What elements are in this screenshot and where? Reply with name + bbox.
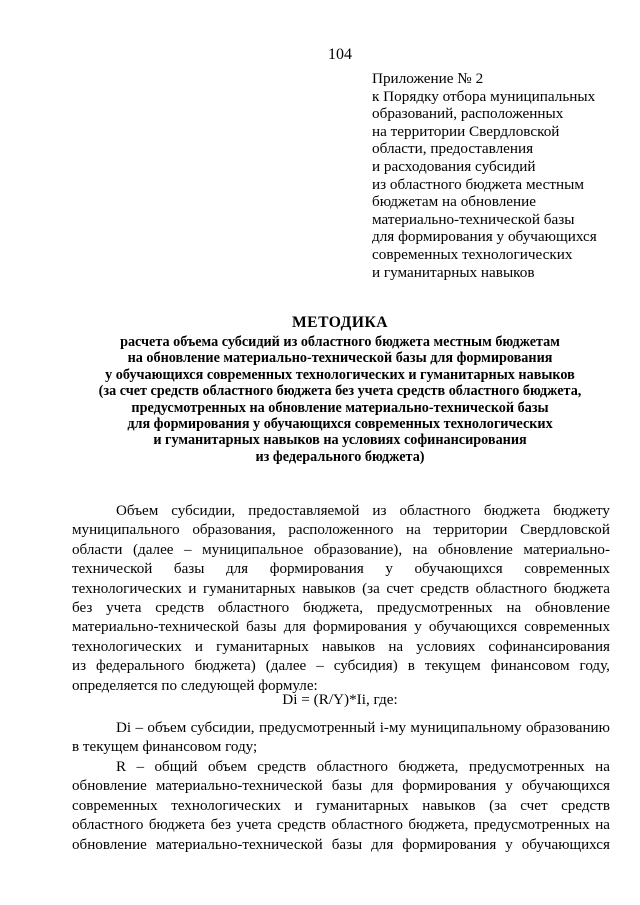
word: счет [386,580,414,597]
page-number: 104 [328,46,352,63]
text-line-last: определяется по следующей формуле: [72,677,318,694]
word: без [210,817,231,834]
word: муниципальное [202,541,304,558]
word: технологических [171,797,281,814]
document-title: МЕТОДИКА [291,314,389,331]
word: муниципального [72,522,180,539]
word: обучающихся [521,778,610,795]
subtitle-line: и гуманитарных навыков на условиях софинансирования [153,432,527,449]
word: базы [173,561,205,578]
word: счет [520,797,548,814]
text-line [72,618,610,637]
text-line [72,719,610,738]
subtitle-line: для формирования у обучающихся современных технологических [127,416,553,433]
word: объем [147,720,187,736]
word: предусмотренных [376,600,493,617]
word: на [595,817,610,834]
appendix-line: и гуманитарных навыков [372,263,535,281]
appendix-line: Приложение № 2 [372,70,484,87]
word: объем [207,759,247,775]
word: базы [331,836,363,853]
word: на [412,541,428,558]
definition-di [72,719,610,758]
word: предусмотренный [258,720,376,736]
word: для [225,561,249,578]
text-line [72,541,610,560]
word: – [135,720,144,736]
word: технической [72,561,153,578]
word: навыков [302,580,356,597]
word: муниципальному [410,720,522,736]
word: на [595,759,610,775]
text-line [72,816,610,835]
text-line [72,638,610,657]
subtitle-line: у обучающихся современных технологических и гуманитарных навыков [105,366,575,383]
appendix-line: материально-технической базы [372,210,575,228]
word: гуманитарных [316,797,409,814]
word: в [407,658,415,675]
text-line [72,836,610,855]
appendix-line: области, предоставления [372,140,534,158]
word: у [505,778,513,795]
word: (за [489,797,507,814]
word: средств [277,817,327,834]
text-line [72,560,610,579]
word: условиях [416,638,476,655]
word: расположенного [288,522,394,539]
word: бюджета, [303,600,364,617]
word: (за [362,580,380,597]
word: средств [257,759,307,775]
appendix-line: к Порядку отбора муниципальных [372,87,596,105]
word: – [316,658,324,675]
word: на [406,522,421,539]
appendix-line: образований, расположенных [372,105,564,123]
word: обновление [72,836,147,853]
word: средств [420,580,470,597]
word: современных [524,619,610,636]
word: у [414,619,422,636]
word: Объем [116,503,159,519]
subtitle-line: на обновление материально-технической базы для формирования [127,350,553,367]
formula: Di = (R/Y)*Ii, где: [282,691,398,708]
document-subtitle [60,334,620,465]
word: материально-технической [155,778,323,795]
word: бюджета [148,817,206,834]
word: для [371,836,394,853]
word: предусмотренных [473,817,590,834]
word: средств [561,797,610,814]
subtitle-line: (за счет средств областного бюджета без учета средств областного бюджета, [98,383,582,400]
word: областного [475,580,548,597]
word: из [72,658,87,675]
word: базы [246,619,277,636]
word: бюджету [553,503,610,519]
word: гуманитарных [216,638,309,655]
word: текущем [424,658,481,675]
text-line [72,580,610,599]
word: и [194,638,203,655]
word: финансовом [490,658,570,675]
word: областного [316,759,388,775]
word: бюджета [483,503,541,519]
word: формирования [313,619,408,636]
word: навыков [321,638,376,655]
word: навыков [422,797,476,814]
word: R [116,759,127,775]
word: базы [331,778,363,795]
word: у [505,836,513,853]
word: для [283,619,306,636]
word: технологических [72,638,182,655]
word: обучающихся [428,619,518,636]
text-line [72,758,610,777]
word: современных [72,797,158,814]
word: на [388,638,404,655]
word: формирования [402,778,497,795]
word: обновление [72,778,147,795]
word: формирования [402,836,497,853]
word: материально-технической [72,619,239,636]
body-paragraph [72,502,610,696]
word: учета [106,600,142,617]
word: территории [433,522,508,539]
word: гуманитарных [202,580,296,597]
text-line [72,599,610,618]
word: области [72,541,123,558]
word: современных [524,561,610,578]
appendix-line: на территории Свердловской [372,122,560,140]
appendix-line: бюджетам на обновление [372,193,537,211]
word: Свердловской [520,522,610,539]
definition-r [72,758,610,855]
word: обновление [535,600,610,617]
text-line-last: в текущем финансовом году; [72,739,258,756]
word: i-му [379,720,407,736]
appendix-line: и расходования субсидий [372,157,536,175]
appendix-line: современных технологических [372,245,573,263]
word: предоставляемой [248,503,360,519]
word: материально-технической [155,836,323,853]
word: бюджета, [408,817,469,834]
text-line [72,777,610,796]
word: у [385,561,393,578]
word: областного [331,817,403,834]
word: бюджета, [398,759,459,775]
word: общий [154,759,198,775]
text-line [72,521,610,540]
word: материально- [523,541,610,558]
text-line [72,797,610,816]
word: бюджета [553,580,610,597]
word: учета [236,817,272,834]
word: без [72,600,93,617]
subtitle-line: расчета объема субсидий из областного бюджета местным бюджетам [120,334,560,350]
word: образованию [525,720,610,736]
subtitle-line: из федерального бюджета) [255,448,425,465]
text-line [72,502,610,521]
word: и [188,580,197,597]
word: обучающихся [414,561,503,578]
word: образования, [192,522,276,539]
word: обучающихся [521,836,610,853]
word: средств [155,600,205,617]
word: формирования [269,561,364,578]
word: предусмотренных [468,759,585,775]
word: софинансирования [488,638,610,655]
word: федерального [96,658,185,675]
word: субсидии, [171,503,236,519]
appendix-line: для формирования у обучающихся [372,228,597,246]
word: областного [399,503,471,519]
word: субсидии, [190,720,255,736]
word: технологических [72,580,182,597]
word: на [506,600,522,617]
word: бюджета) [194,658,256,675]
word: (далее [133,541,174,558]
word: обновление [437,541,513,558]
subtitle-line: предусмотренных на обновление материально-технической базы [131,399,549,416]
word: – [136,759,145,775]
word: образование), [313,541,403,558]
word: из [372,503,387,519]
text-line [72,657,610,676]
appendix-block [372,70,622,281]
word: и [294,797,303,814]
word: Di [116,720,132,736]
word: субсидия) [333,658,398,675]
word: (далее [265,658,307,675]
word: – [184,541,192,558]
appendix-line: из областного бюджета местным [372,175,585,193]
word: для [371,778,394,795]
word: областного [72,817,144,834]
word: областного [217,600,290,617]
word: году, [579,658,610,675]
